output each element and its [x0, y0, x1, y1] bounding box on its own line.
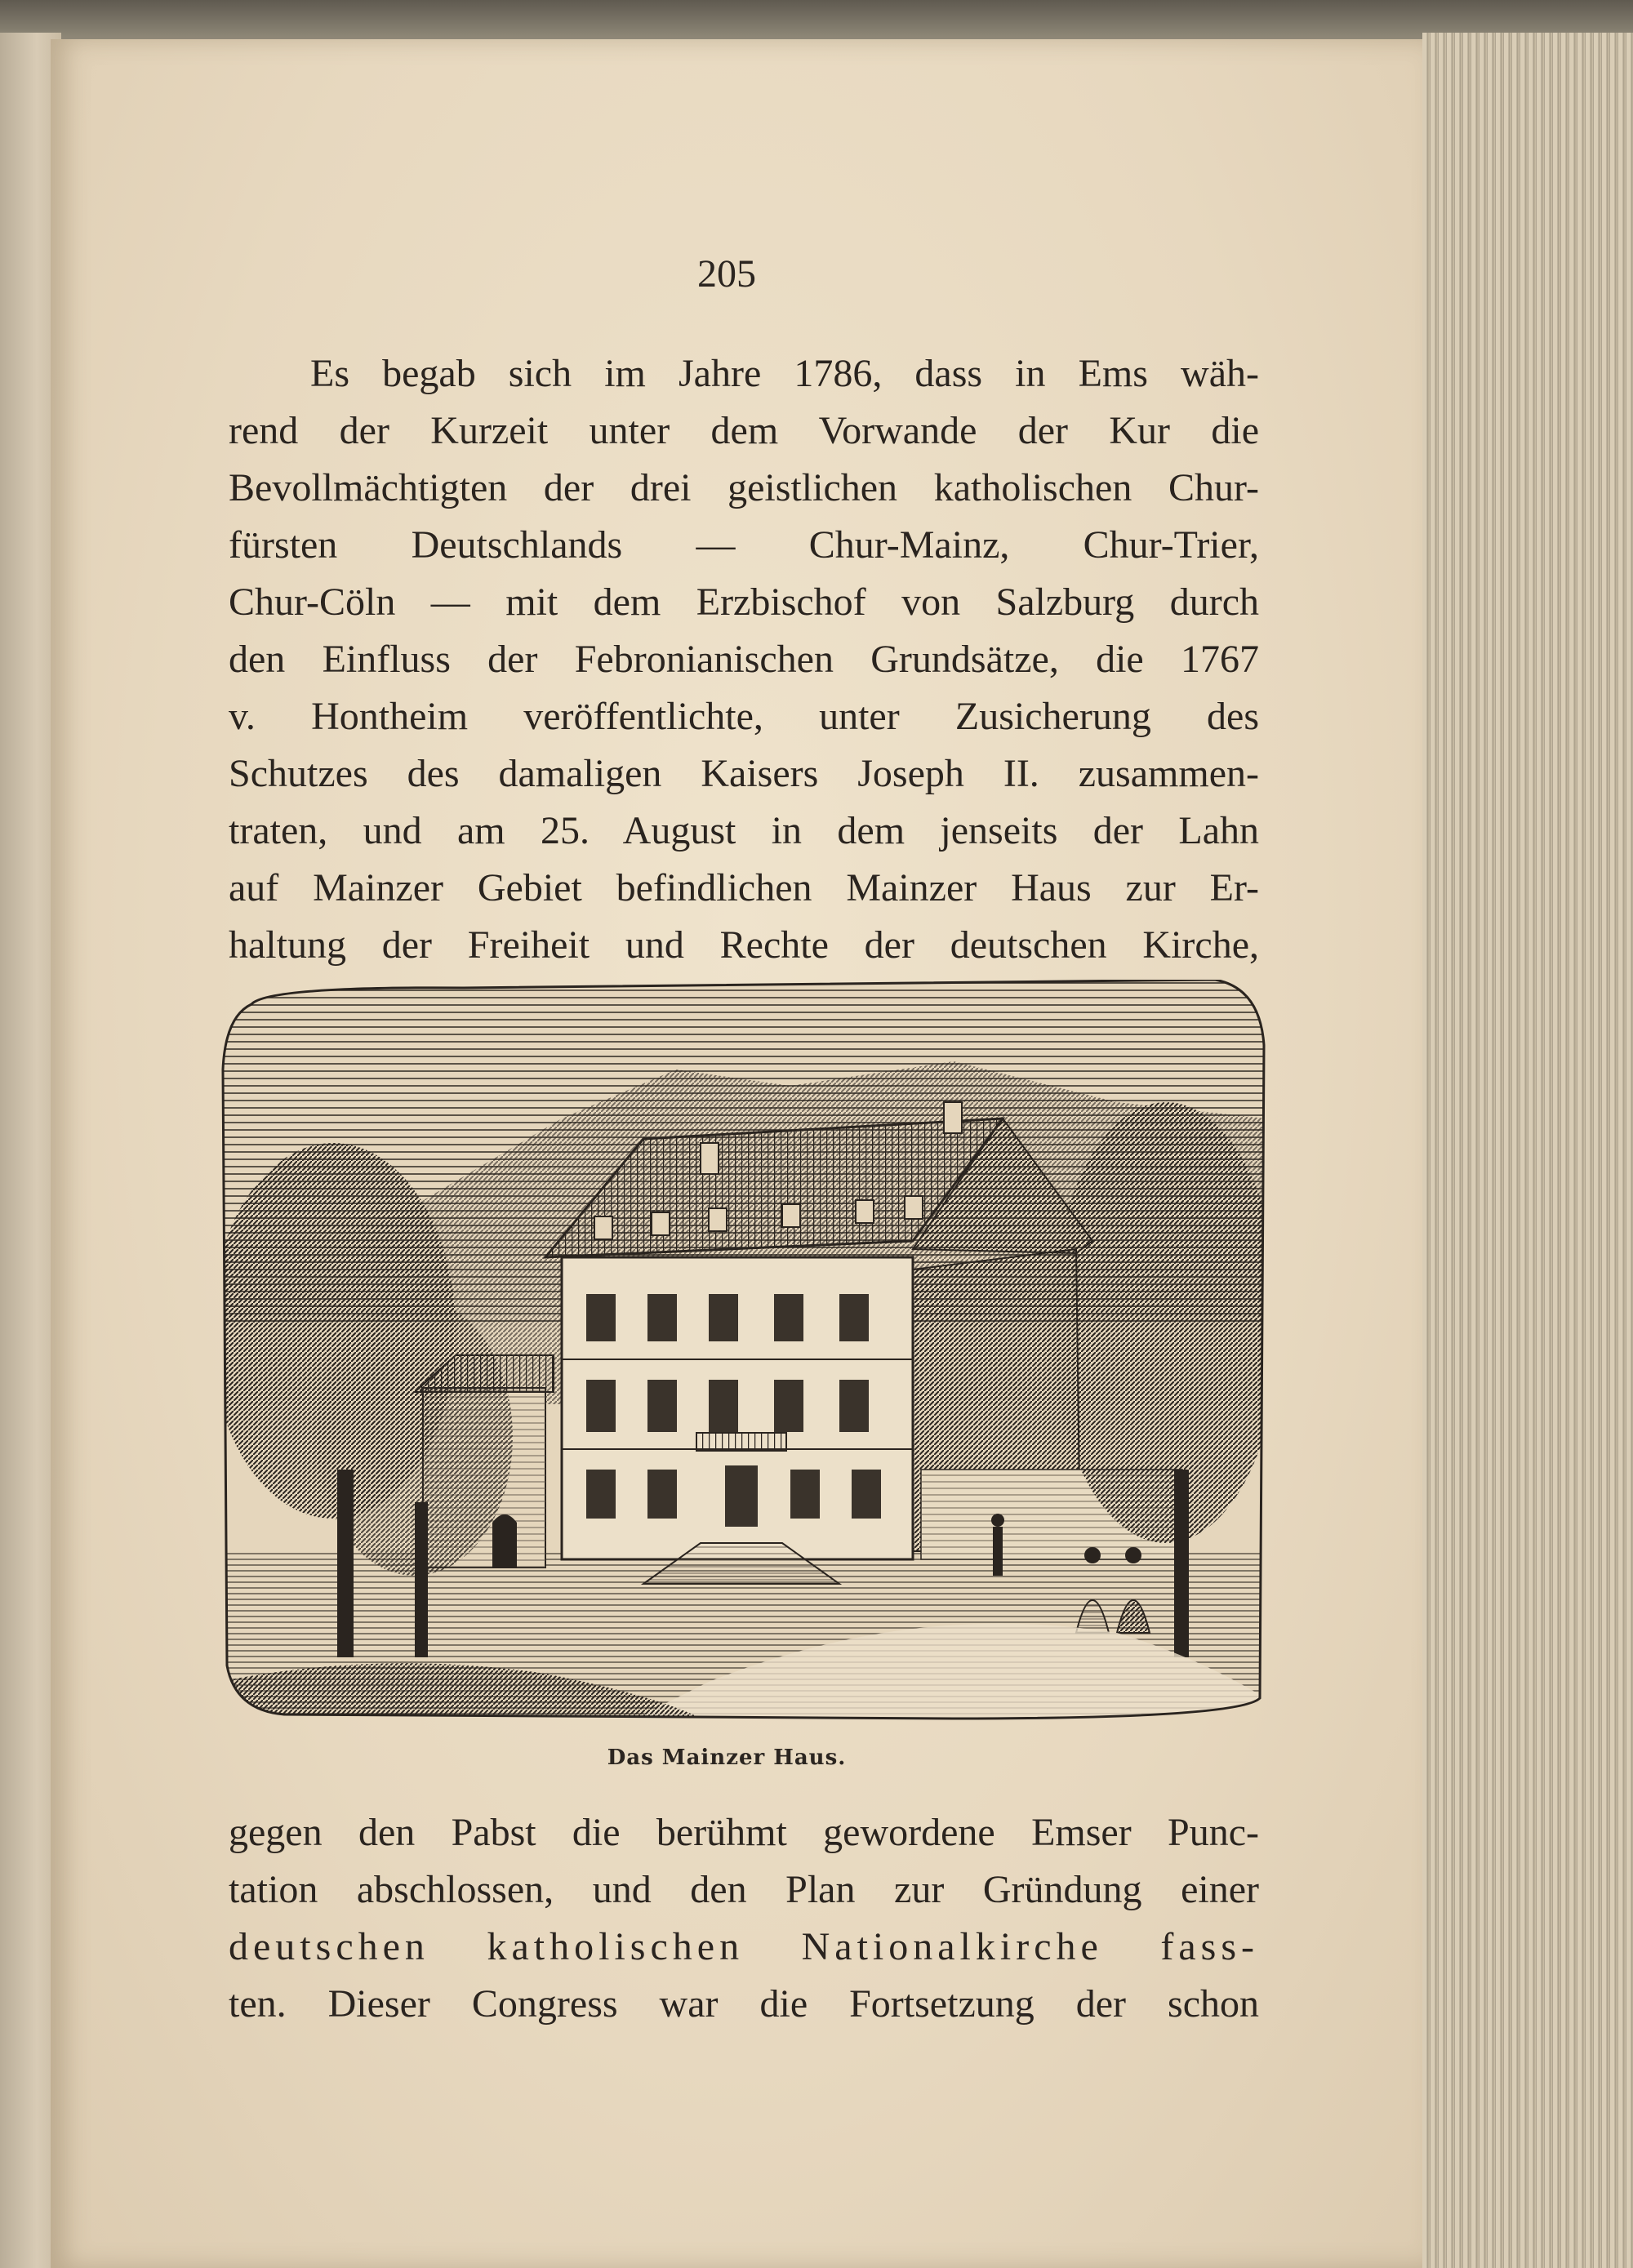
text-line: den Einfluss der Febronianischen Grundsätze, die 1767 — [229, 638, 1259, 681]
text-line: Schutzes des damaligen Kaisers Joseph II. zusammen- — [229, 752, 1259, 795]
text-line: auf Mainzer Gebiet befindlichen Mainzer Haus zur Er- — [229, 866, 1259, 909]
text-line: v. Hontheim veröffentlichte, unter Zusicherung des — [229, 695, 1259, 738]
figure-caption: Das Mainzer Haus. — [607, 1745, 847, 1770]
text-line: fürsten Deutschlands — Chur-Mainz, Chur-Trier, — [229, 523, 1259, 567]
text-line: rend der Kurzeit unter dem Vorwande der Kur die — [229, 409, 1259, 452]
paragraph-bottom — [229, 1804, 1259, 2033]
text-line: traten, und am 25. August in dem jenseits der Lahn — [229, 809, 1259, 852]
text-line: Es begab sich im Jahre 1786, dass in Ems wäh- — [310, 352, 1259, 395]
text-line: gegen den Pabst die berühmt gewordene Emser Punc- — [229, 1811, 1259, 1854]
paragraph-top — [229, 345, 1259, 974]
text-line: haltung der Freiheit und Rechte der deutschen Kirche, — [229, 923, 1259, 967]
text-line: Chur-Cöln — mit dem Erzbischof von Salzburg durch — [229, 580, 1259, 624]
engraving-mainzer-haus — [219, 980, 1266, 1723]
text-line: tation abschlossen, und den Plan zur Gründung einer — [229, 1868, 1259, 1911]
text-line: Bevollmächtigten der drei geistlichen katholischen Chur- — [229, 466, 1259, 509]
text-line: ten. Dieser Congress war die Fortsetzung der schon — [229, 1982, 1259, 2026]
page-number: 205 — [697, 252, 756, 296]
text-line: deutschen katholischen Nationalkirche fass- — [229, 1925, 1259, 1968]
page-edges — [1422, 33, 1633, 2268]
